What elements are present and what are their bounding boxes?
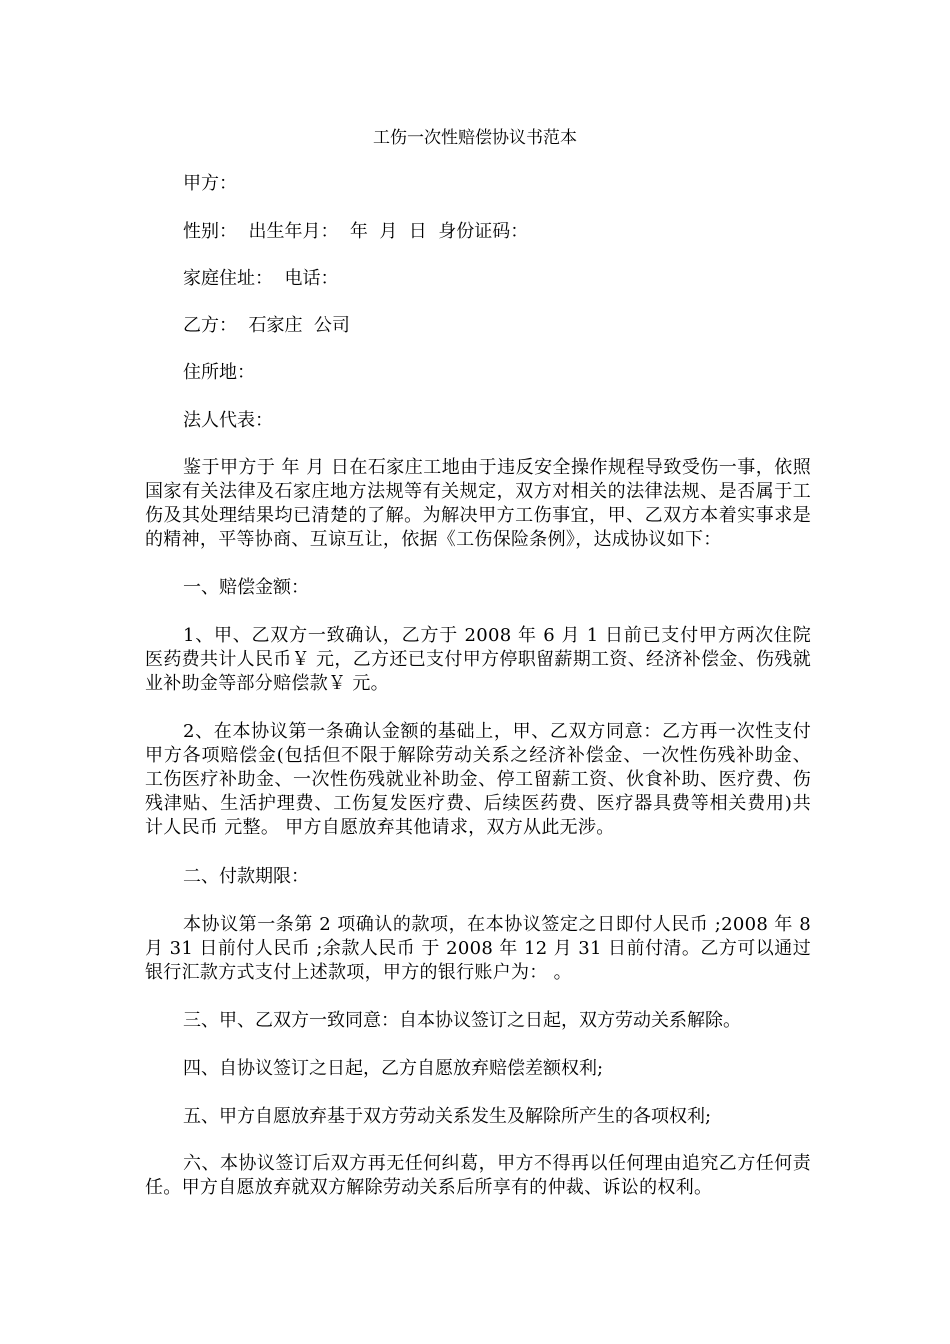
section-1-item-2: 2、在本协议第一条确认金额的基础上，甲、乙双方同意：乙方再一次性支付甲方各项赔偿金(包括但不限于解除劳动关系之经济补偿金、一次性伤残补助金、工伤医疗补助金、一次性伤残就业补助金、停工留薪工资、伙食补助、医疗费、伤残津贴、生活护理费、工伤复发医疗费、后续医药费、医疗器具费等相关费用)共计人民币 元整。 甲方自愿放弃其他请求，双方从此无涉。 (145, 721, 811, 838)
section-3: 三、甲、乙双方一致同意：自本协议签订之日起，双方劳动关系解除。 (183, 1010, 741, 1031)
section-1-heading: 一、赔偿金额： (183, 577, 309, 598)
party-a-contact: 家庭住址： 电话： (183, 268, 339, 289)
residence-label: 住所地： (183, 362, 255, 383)
document-title: 工伤一次性赔偿协议书范本 (373, 128, 577, 148)
section-1-item-1: 1、甲、乙双方一致确认，乙方于 2008 年 6 月 1 日前已支付甲方两次住院医药费共计人民币￥ 元，乙方还已支付甲方停职留薪期工资、经济补偿金、伤残就业补助金等部分赔偿款￥ 元。 (145, 625, 811, 694)
party-a-label: 甲方： (183, 173, 237, 194)
legal-representative-label: 法人代表： (183, 410, 273, 431)
preamble-paragraph: 鉴于甲方于 年 月 日在石家庄工地由于违反安全操作规程导致受伤一事，依照国家有关法律及石家庄地方法规等有关规定，双方对相关的法律法规、是否属于工伤及其处理结果均已清楚的了解。为解决甲方工伤事宜，甲、乙双方本着实事求是的精神，平等协商、互谅互让，依据《工伤保险条例》，达成协议如下： (145, 457, 811, 550)
section-4: 四、自协议签订之日起，乙方自愿放弃赔偿差额权利; (183, 1058, 604, 1079)
party-b-label: 乙方： 石家庄 公司 (183, 315, 350, 336)
section-5: 五、甲方自愿放弃基于双方劳动关系发生及解除所产生的各项权利; (183, 1106, 712, 1127)
section-2-heading: 二、付款期限： (183, 866, 309, 887)
party-a-details: 性别： 出生年月： 年 月 日 身份证码： (183, 221, 529, 242)
section-2-body: 本协议第一条第 2 项确认的款项，在本协议签定之日即付人民币 ;2008 年 8 月 31 日前付人民币 ;余款人民币 于 2008 年 12 月 31 日前付清。乙方可以通过银行汇款方式支付上述款项，甲方的银行账户为： 。 (145, 914, 811, 983)
section-6: 六、本协议签订后双方再无任何纠葛，甲方不得再以任何理由追究乙方任何责任。甲方自愿放弃就双方解除劳动关系后所享有的仲裁、诉讼的权利。 (145, 1153, 811, 1198)
